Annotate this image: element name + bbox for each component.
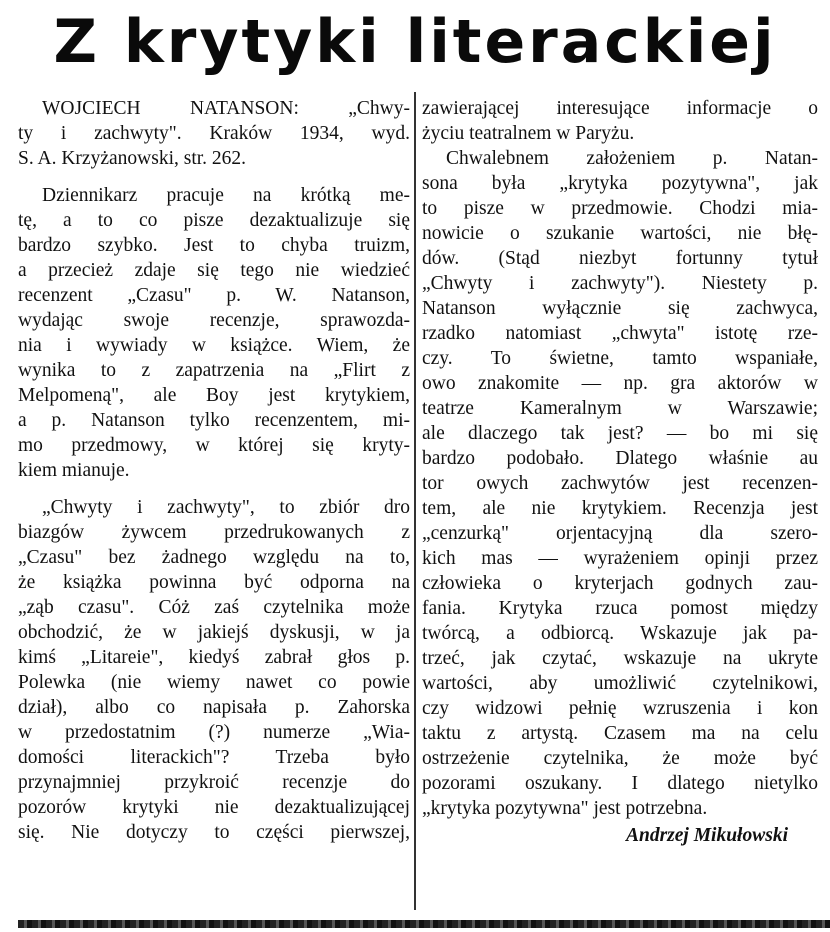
text-line: pozorów krytyki nie dezaktualizującej — [18, 797, 410, 818]
text-line: kiem mianuje. — [18, 460, 130, 481]
text-line: że książka powinna być odporna na — [18, 572, 410, 593]
text-line: ty i zachwyty". Kraków 1934, wyd. — [18, 123, 410, 144]
text-line: S. A. Krzyżanowski, str. 262. — [18, 148, 247, 169]
text-line: pozorami oszukany. I dlatego nietylko — [422, 773, 818, 794]
text-line: kich mas — wyrażeniem opinji przez — [422, 548, 818, 569]
text-line: a p. Natanson tylko recenzentem, mi- — [18, 410, 410, 431]
text-line: dów. (Stąd niezbyt fortunny tytuł — [422, 248, 818, 269]
text-line: wydając swoje recenzje, sprawozda- — [18, 310, 410, 331]
text-line: domości literackich"? Trzeba było — [18, 747, 410, 768]
text-line: rzadko natomiast „chwyta" istotę rze- — [422, 323, 818, 344]
text-line: a przecież zdaje się tego nie wiedzieć — [18, 260, 410, 281]
text-line: trzeć, jak czytać, wskazuje na ukryte — [422, 648, 818, 669]
text-line: fania. Krytyka rzuca pomost między — [422, 598, 818, 619]
article-title: Z krytyki literackiej — [53, 7, 777, 77]
text-line: „Chwyty i zachwyty"). Niestety p. — [422, 273, 818, 294]
text-line: WOJCIECH NATANSON: „Chwy- — [42, 98, 410, 119]
text-line: recenzent „Czasu" p. W. Natanson, — [18, 285, 410, 306]
text-line: „ząb czasu". Cóż zaś czytelnika może — [18, 597, 410, 618]
text-line: taktu z artystą. Czasem ma na celu — [422, 723, 818, 744]
text-line: bardzo podobało. Dlatego właśnie au — [422, 448, 818, 469]
right-column — [422, 96, 818, 848]
text-line: owo znakomite — np. gra aktorów w — [422, 373, 818, 394]
text-line: „cenzurką" orjentacyjną dla szero- — [422, 523, 818, 544]
text-line: Polewka (nie wiemy nawet co powie — [18, 672, 410, 693]
text-line: w przedostatnim (?) numerze „Wia- — [18, 722, 410, 743]
text-line: ostrzeżenie czytelnika, że może być — [422, 748, 818, 769]
text-line: tor owych zachwytów jest recenzen- — [422, 473, 818, 494]
column-divider — [414, 92, 416, 910]
text-line: teatrze Kameralnym w Warszawie; — [422, 398, 818, 419]
text-line: „krytyka pozytywna" jest potrzebna. — [422, 798, 708, 819]
left-column — [18, 96, 410, 845]
text-line: mo przedmowy, w której się kryty- — [18, 435, 410, 456]
text-line: „Chwyty i zachwyty", to zbiór dro — [42, 497, 410, 518]
text-line: dział), albo co napisała p. Zahorska — [18, 697, 410, 718]
text-line: Chwalebnem założeniem p. Natan- — [446, 148, 818, 169]
text-line: to pisze w przedmowie. Chodzi mia- — [422, 198, 818, 219]
text-line: „Czasu" bez żadnego względu na to, — [18, 547, 410, 568]
text-line: człowieka o kryterjach godnych zau- — [422, 573, 818, 594]
text-line: twórcą, a odbiorcą. Wskazuje jak pa- — [422, 623, 818, 644]
text-line: bardzo szybko. Jest to chyba truizm, — [18, 235, 410, 256]
text-line: obchodzić, że w jakiejś dyskusji, w ja — [18, 622, 410, 643]
author-byline: Andrzej Mikułowski — [625, 825, 788, 846]
text-line: zawierającej interesujące informacje o — [422, 98, 818, 119]
text-line: nia i wywiady w książce. Wiem, że — [18, 335, 410, 356]
text-line: się. Nie dotyczy to części pierwszej, — [18, 822, 410, 843]
text-line: czy widzowi pełnię wzruszenia i kon — [422, 698, 818, 719]
text-line: wartości, aby umożliwić czytelnikowi, — [422, 673, 818, 694]
bottom-rule — [18, 920, 830, 928]
text-line: Melpomeną", ale Boy jest krytykiem, — [18, 385, 410, 406]
text-line: wynika to z zapatrzenia na „Flirt z — [18, 360, 410, 381]
text-line: sona była „krytyka pozytywna", jak — [422, 173, 818, 194]
text-line: Dziennikarz pracuje na krótką me- — [42, 185, 410, 206]
text-line: tem, ale nie krytykiem. Recenzja jest — [422, 498, 818, 519]
text-line: Natanson wyłącznie się zachwyca, — [422, 298, 818, 319]
text-line: ale dlaczego tak jest? — bo mi się — [422, 423, 818, 444]
text-line: nowicie o szukanie wartości, nie błę- — [422, 223, 818, 244]
text-line: kimś „Litareie", kiedyś zabrał głos p. — [18, 647, 410, 668]
text-line: biazgów żywcem przedrukowanych z — [18, 522, 410, 543]
text-line: czy. To świetne, tamto wspaniałe, — [422, 348, 818, 369]
text-line: życiu teatralnem w Paryżu. — [422, 123, 635, 144]
text-line: przynajmniej przykroić recenzje do — [18, 772, 410, 793]
text-line: tę, a to co pisze dezaktualizuje się — [18, 210, 410, 231]
